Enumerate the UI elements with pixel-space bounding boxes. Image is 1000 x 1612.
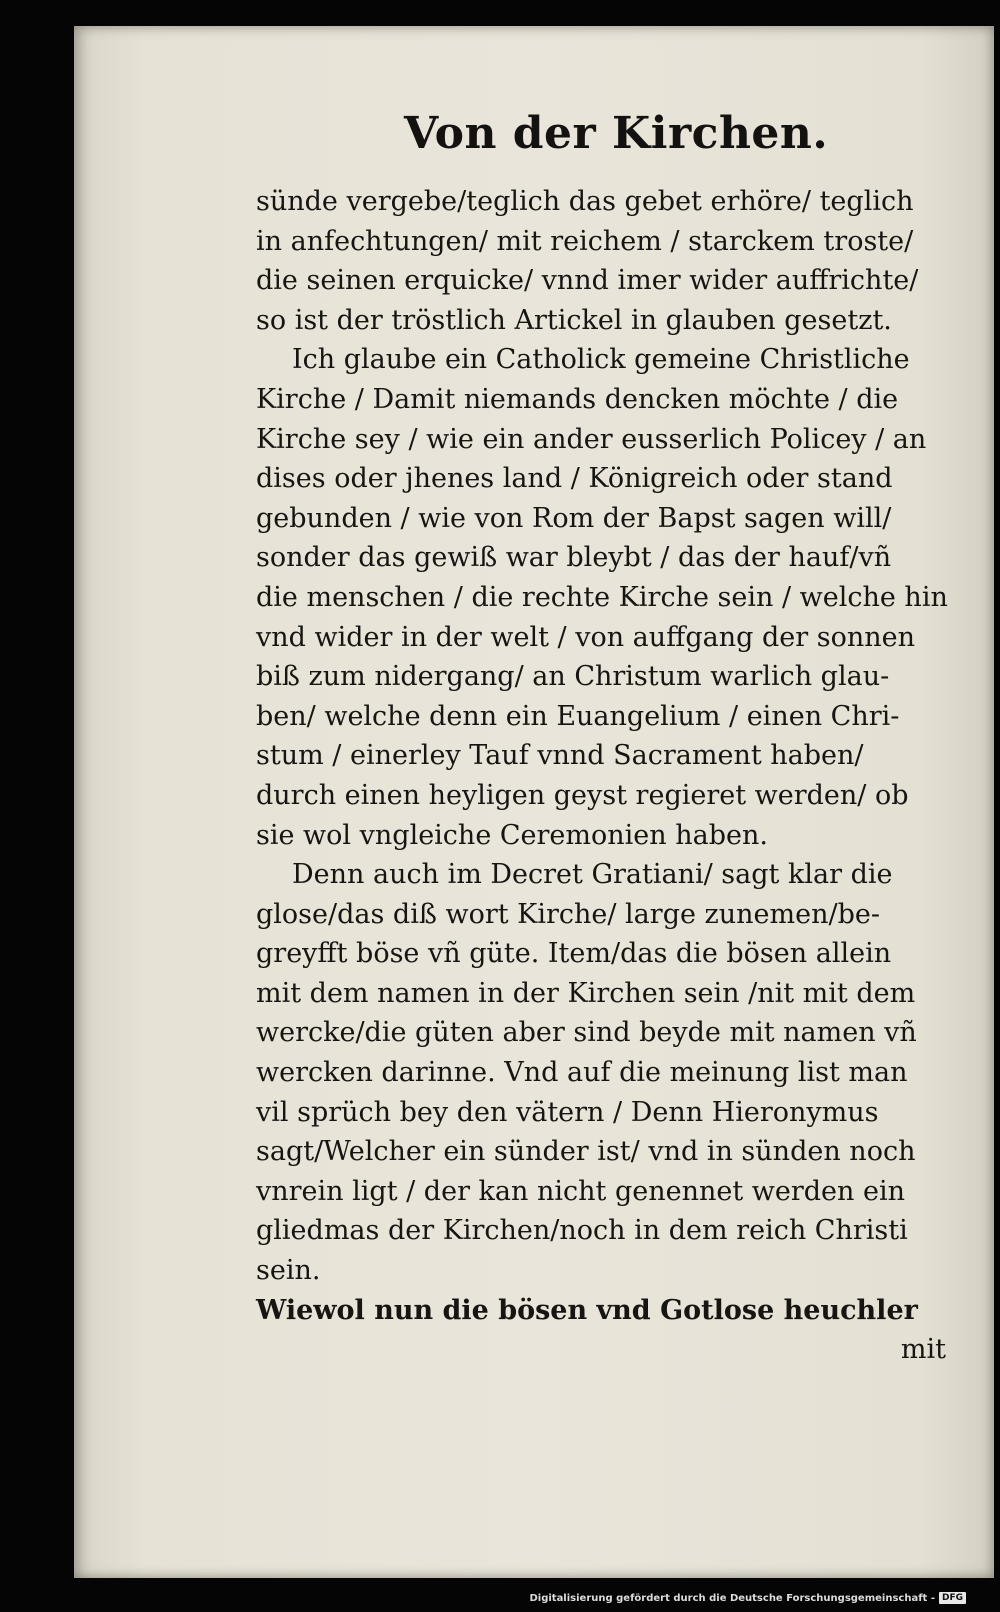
text-line: sagt/Welcher ein sünder ist/ vnd in sünden noch xyxy=(256,1136,916,1168)
text-line: Kirche / Damit niemands dencken möchte / die xyxy=(256,383,899,415)
text-line: sünde vergebe/teglich das gebet erhöre/ teglich xyxy=(256,186,914,217)
text-line: sie wol vngleiche Ceremonien haben. xyxy=(256,819,768,851)
text-line: vil sprüch bey den vätern / Denn Hieronymus xyxy=(256,1096,879,1128)
credit-text: Digitalisierung gefördert durch die Deutsche Forschungsgemeinschaft - xyxy=(529,1592,935,1604)
text-line: Kirche sey / wie ein ander eusserlich Policey / an xyxy=(256,423,927,455)
text-line: Denn auch im Decret Gratiani/ sagt klar die xyxy=(292,859,893,891)
text-line: greyfft böse vñ güte. Item/das die bösen allein xyxy=(256,938,892,970)
text-line: die menschen / die rechte Kirche sein / welche hin xyxy=(256,581,948,613)
text-line: glose/das diß wort Kirche/ large zunemen/be- xyxy=(256,898,880,930)
dfg-logo: DFG xyxy=(939,1592,966,1604)
text-line: vnd wider in der welt / von auffgang der sonnen xyxy=(256,621,915,653)
text-line: wercken darinne. Vnd auf die meinung list man xyxy=(256,1057,908,1089)
book-page xyxy=(74,26,994,1578)
catchword: mit xyxy=(900,1334,946,1366)
text-line: sein. xyxy=(256,1255,321,1287)
text-line: so ist der tröstlich Artickel in glauben gesetzt. xyxy=(256,304,892,336)
text-line: durch einen heyligen geyst regieret werden/ ob xyxy=(256,779,909,811)
text-line: biß zum nidergang/ an Christum warlich glau- xyxy=(256,661,890,693)
text-line: vnrein ligt / der kan nicht genennet werden ein xyxy=(256,1175,906,1207)
running-head: Von der Kirchen. xyxy=(404,108,829,159)
body-text xyxy=(256,182,946,1370)
text-line: gliedmas der Kirchen/noch in dem reich Christi xyxy=(256,1215,908,1247)
digitization-credit xyxy=(529,1592,966,1604)
text-line: mit dem namen in der Kirchen sein /nit mit dem xyxy=(256,977,916,1009)
text-line: in anfechtungen/ mit reichem / starckem troste/ xyxy=(256,225,914,257)
text-line: gebunden / wie von Rom der Bapst sagen will/ xyxy=(256,502,892,534)
text-line: dises oder jhenes land / Königreich oder stand xyxy=(256,463,893,495)
text-line: die seinen erquicke/ vnnd imer wider auffrichte/ xyxy=(256,265,919,297)
text-line: Ich glaube ein Catholick gemeine Christliche xyxy=(292,344,910,376)
text-line: ben/ welche denn ein Euangelium / einen Chri- xyxy=(256,700,900,732)
text-line: sonder das gewiß war bleybt / das der hauf/vñ xyxy=(256,542,892,574)
text-line: stum / einerley Tauf vnnd Sacrament haben/ xyxy=(256,740,864,772)
text-line: Wiewol nun die bösen vnd Gotlose heuchler xyxy=(256,1294,918,1326)
text-line: wercke/die güten aber sind beyde mit namen vñ xyxy=(256,1017,917,1049)
